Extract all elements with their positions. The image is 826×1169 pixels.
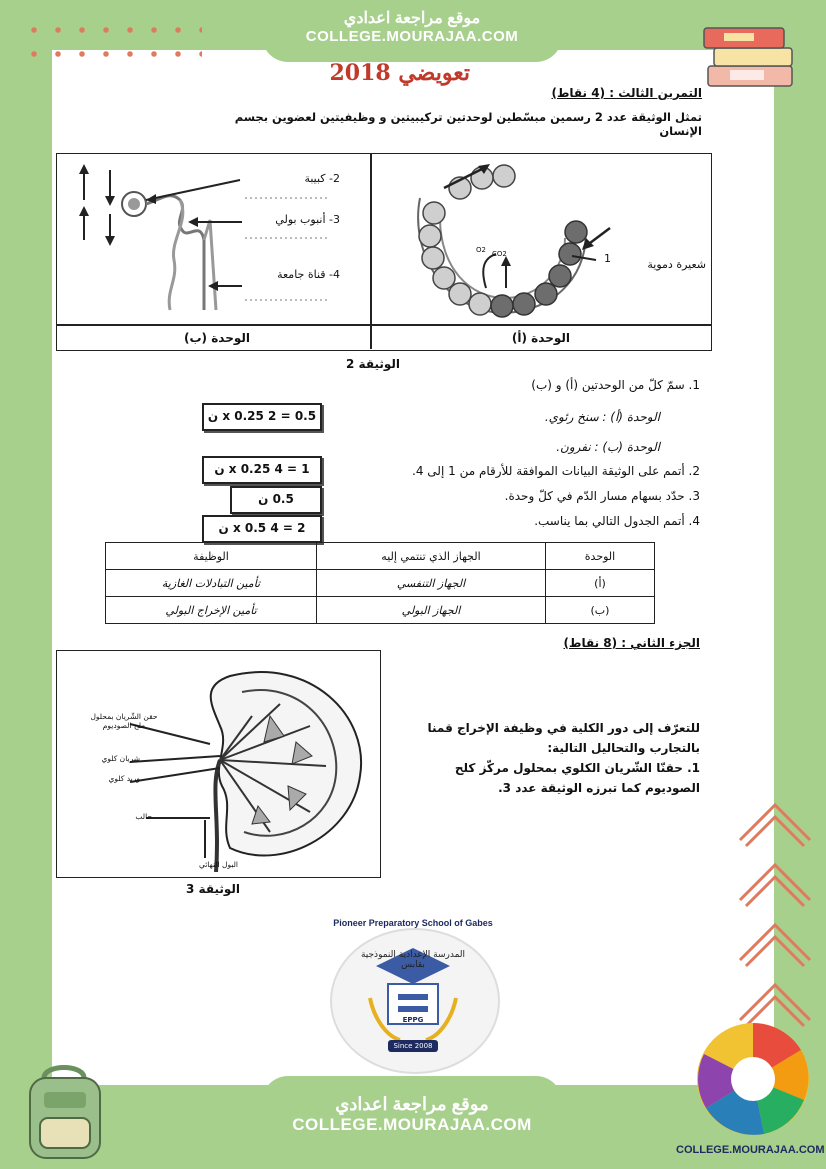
- chevron-decoration: [730, 790, 820, 1030]
- question-3: 3. حدّد بسهام مسار الدّم في كلّ وحدة.: [504, 489, 700, 503]
- table-row: [106, 597, 655, 624]
- school-abbr: EPPG: [402, 1016, 424, 1024]
- label-renal-artery: شريان كلوي: [101, 754, 140, 763]
- table-cell: (ب): [546, 597, 655, 624]
- label-artery-injected: حقن الشّريان بمحلول ملح الصوديوم: [90, 712, 158, 730]
- backpack-icon: [14, 1058, 114, 1164]
- caption-unit-a: الوحدة (أ): [511, 331, 570, 345]
- table-cell: تأمين الإخراج البولي: [106, 597, 317, 624]
- figure-2-divider: [370, 153, 372, 349]
- score-q4: 2 = 4 x 0.5 ن: [202, 515, 322, 543]
- table-row: [106, 570, 655, 597]
- part2-question-1: 1. حقنّا الشّريان الكلوي بمحلول مركّز كلح الصوديوم كما تبرزه الوثيقة عدد 3.: [454, 761, 700, 795]
- table-cell: تأمين التبادلات الغازية: [106, 570, 317, 597]
- site-logo-wheel: [694, 1020, 812, 1138]
- caption-unit-b: الوحدة (ب): [183, 331, 250, 345]
- question-2: 2. أتمم على الوثيقة البيانات الموافقة للأرقام من 1 إلى 4.: [412, 464, 700, 478]
- answer-1b: الوحدة (ب) : نفرون.: [556, 440, 660, 454]
- question-1: 1. سمّ كلّ من الوحدتين (أ) و (ب): [531, 378, 700, 392]
- table-header: الجهاز الذي تنتمي إليه: [317, 543, 546, 570]
- label-a1-number: 1: [604, 252, 611, 265]
- table-cell: الجهاز التنفسي: [317, 570, 546, 597]
- label-a1: شعيرة دموية: [647, 258, 706, 271]
- part2-title: الجزء الثاني : (8 نقاط): [563, 636, 700, 650]
- exercise-intro: تمثل الوثيقة عدد 2 رسمين مبسّطين لوحدتين تركيبيتين و وظيفيتين لعضوين بجسم الإنسان: [234, 110, 702, 138]
- part2-intro: للتعرّف إلى دور الكلية في وظيفة الإخراج قمنا بالتجارب والتحاليل التالية:: [427, 721, 700, 755]
- answer-table: [105, 542, 655, 624]
- label-b4: 4- قناة جامعة: [277, 268, 340, 281]
- school-name-en: Pioneer Preparatory School of Gabes: [333, 918, 493, 928]
- figure-3-label: الوثيقة 3: [186, 882, 240, 896]
- label-ureter: حالب: [135, 812, 152, 821]
- table-header-row: [106, 543, 655, 570]
- corner-url[interactable]: COLLEGE.MOURAJAA.COM: [676, 1144, 825, 1156]
- site-url-bottom[interactable]: COLLEGE.MOURAJAA.COM: [292, 1115, 532, 1134]
- table-header: الوحدة: [546, 543, 655, 570]
- gas-o2: O2: [476, 246, 486, 254]
- label-b3: 3- أنبوب بولي: [275, 213, 340, 226]
- site-banner-bottom[interactable]: [262, 1076, 562, 1166]
- figure-2-label: الوثيقة 2: [346, 357, 400, 371]
- table-cell: (أ): [546, 570, 655, 597]
- score-q2: 1 = 4 x 0.25 ن: [202, 456, 322, 484]
- label-renal-vein: وريد كلوي: [108, 774, 140, 783]
- label-final-urine: البول النهائي: [198, 860, 238, 869]
- table-header: الوظيفة: [106, 543, 317, 570]
- books-icon: [700, 14, 800, 94]
- site-url[interactable]: COLLEGE.MOURAJAA.COM: [305, 28, 519, 45]
- score-q1: 0.5 = 2 x 0.25 ن: [202, 403, 322, 431]
- alveolus-drawing: [400, 158, 620, 324]
- site-banner-top[interactable]: [262, 0, 562, 62]
- site-name: موقع مراجعة اعدادي: [343, 10, 481, 27]
- figure-2-caption-row: [56, 324, 712, 326]
- frame-left: [0, 0, 52, 1169]
- school-since: Since 2008: [393, 1042, 433, 1050]
- gas-co2: CO2: [492, 250, 507, 258]
- answer-1a: الوحدة (أ) : سنخ رئوي.: [544, 410, 660, 424]
- school-name-ar: المدرسة الإعدادية النموذجية بقابس: [360, 950, 466, 970]
- site-name-bottom: موقع مراجعة اعدادي: [335, 1094, 489, 1114]
- score-q3: 0.5 ن: [230, 486, 322, 514]
- table-cell: الجهاز البولي: [317, 597, 546, 624]
- label-b2: 2- كبيبة: [304, 172, 340, 185]
- exercise-title: التمرين الثالث : (4 نقاط): [551, 86, 702, 100]
- question-4: 4. أتمم الجدول التالي بما يناسب.: [534, 514, 700, 528]
- decorative-dots: [22, 18, 202, 58]
- exam-session-title: تعويضي 2018: [329, 60, 470, 86]
